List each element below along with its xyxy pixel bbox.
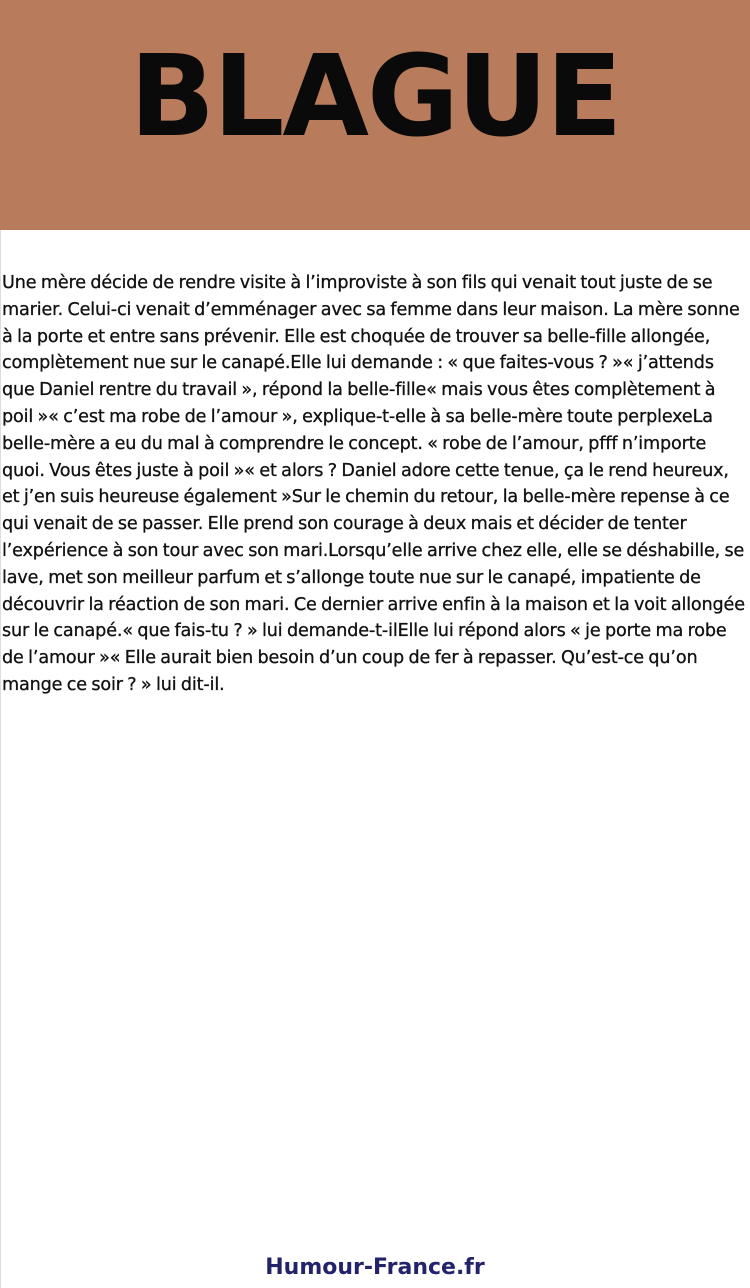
left-border-line [0,230,1,1288]
page-title: BLAGUE [129,32,621,162]
site-watermark: Humour-France.fr [265,1255,485,1280]
header-banner [0,0,750,230]
joke-text: Une mère décide de rendre visite à l’improviste à son fils qui venait tout juste de se marier. Celui-ci venait d’emménager avec sa femme dans leur maison. La mère sonne à la porte et entre sans prévenir. Elle est choquée de trouver sa belle-fille allongée, complètement nue sur le canapé.Elle lui demande : « que faites-vous ? »« j’attends que Daniel rentre du travail », répond la belle-fille« mais vous êtes complètement à poil »« c’est ma robe de l’amour », explique-t-elle à sa belle-mère toute perplexeLa belle-mère a eu du mal à comprendre le concept. « robe de l’amour, pfff n’importe quoi. Vous êtes juste à poil »« et alors ? Daniel adore cette tenue, ça le rend heureux, et j’en suis heureuse également »Sur le chemin du retour, la belle-mère repense à ce qui venait de se passer. Elle prend son courage à deux mais et décider de tenter l’expérience à son tour avec son mari.Lorsqu’elle arrive chez elle, elle se déshabille, se lave, met son meilleur parfum et s’allonge toute nue sur le canapé, impatiente de découvrir la réaction de son mari. Ce dernier arrive enfin à la maison et la voit allongée sur le canapé.« que fais-tu ? » lui demande-t-ilElle lui répond alors « je porte ma robe de l’amour »« Elle aurait bien besoin d’un coup de fer à repasser. Qu’est-ce qu’on mange ce soir ? » lui dit-il. [2,273,745,695]
